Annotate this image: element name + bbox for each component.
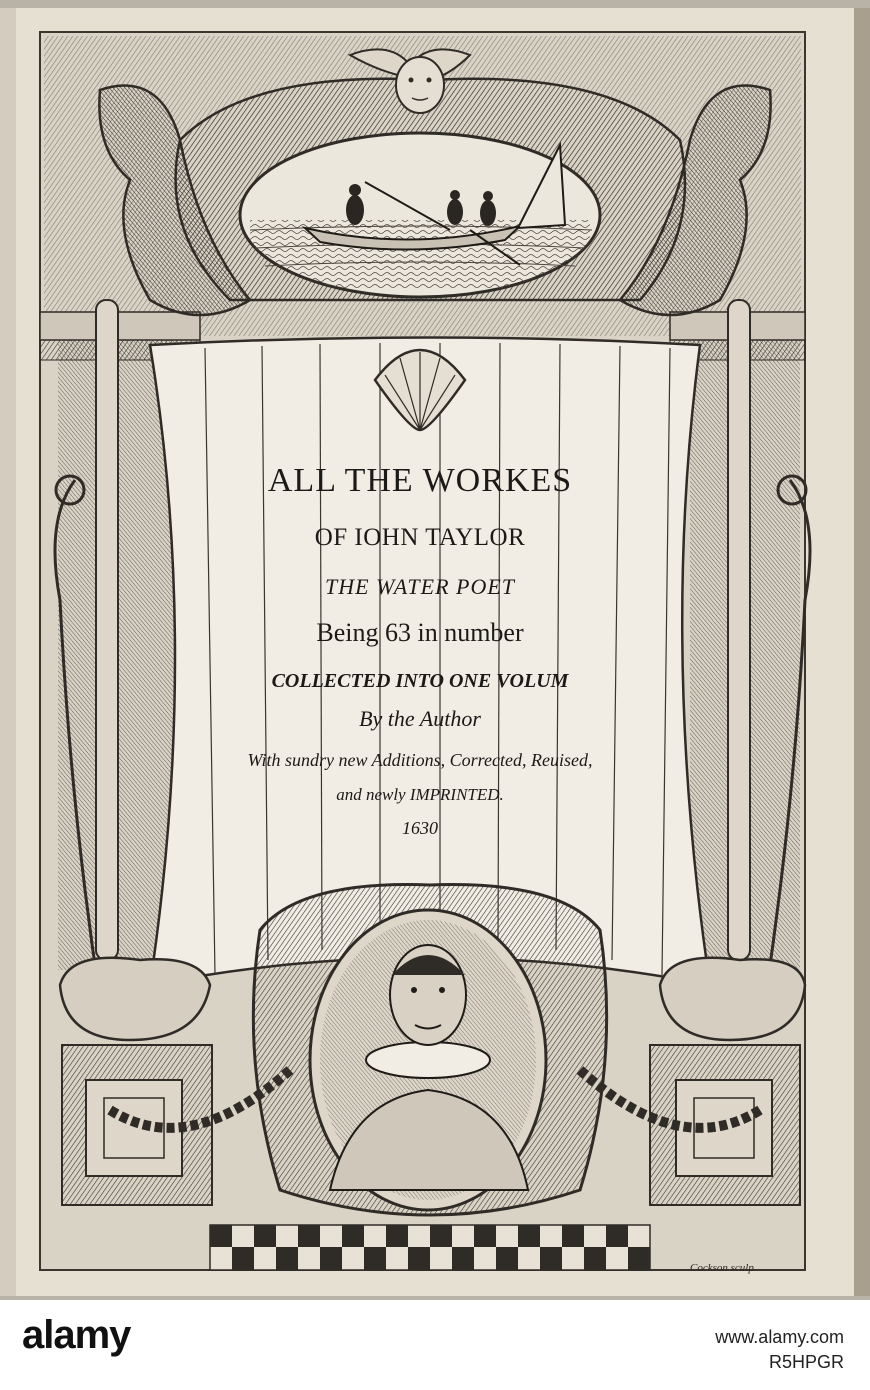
title-line-2: OF IOHN TAYLOR: [314, 524, 526, 551]
title-line-5: COLLECTED INTO ONE VOLUM: [271, 670, 569, 692]
title-line-1: ALL THE WORKES: [267, 462, 573, 499]
title-line-4: Being 63 in number: [316, 618, 524, 647]
title-line-6: By the Author: [359, 706, 481, 731]
image-id: R5HPGR: [768, 1352, 844, 1372]
title-line-8: and newly IMPRINTED.: [336, 785, 504, 804]
engraver-signature: Cockson sculp: [690, 1262, 754, 1274]
title-line-3: THE WATER POET: [324, 574, 516, 599]
right-oar: [728, 300, 750, 960]
title-year: 1630: [402, 818, 438, 838]
site-url: www.alamy.com: [715, 1327, 844, 1347]
title-line-7: With sundry new Additions, Corrected, Reuised,: [247, 750, 593, 770]
brand-logo: alamy: [22, 1313, 131, 1357]
left-oar: [96, 300, 118, 960]
checkered-floor: [210, 1225, 650, 1270]
right-cushion: [660, 958, 805, 1040]
